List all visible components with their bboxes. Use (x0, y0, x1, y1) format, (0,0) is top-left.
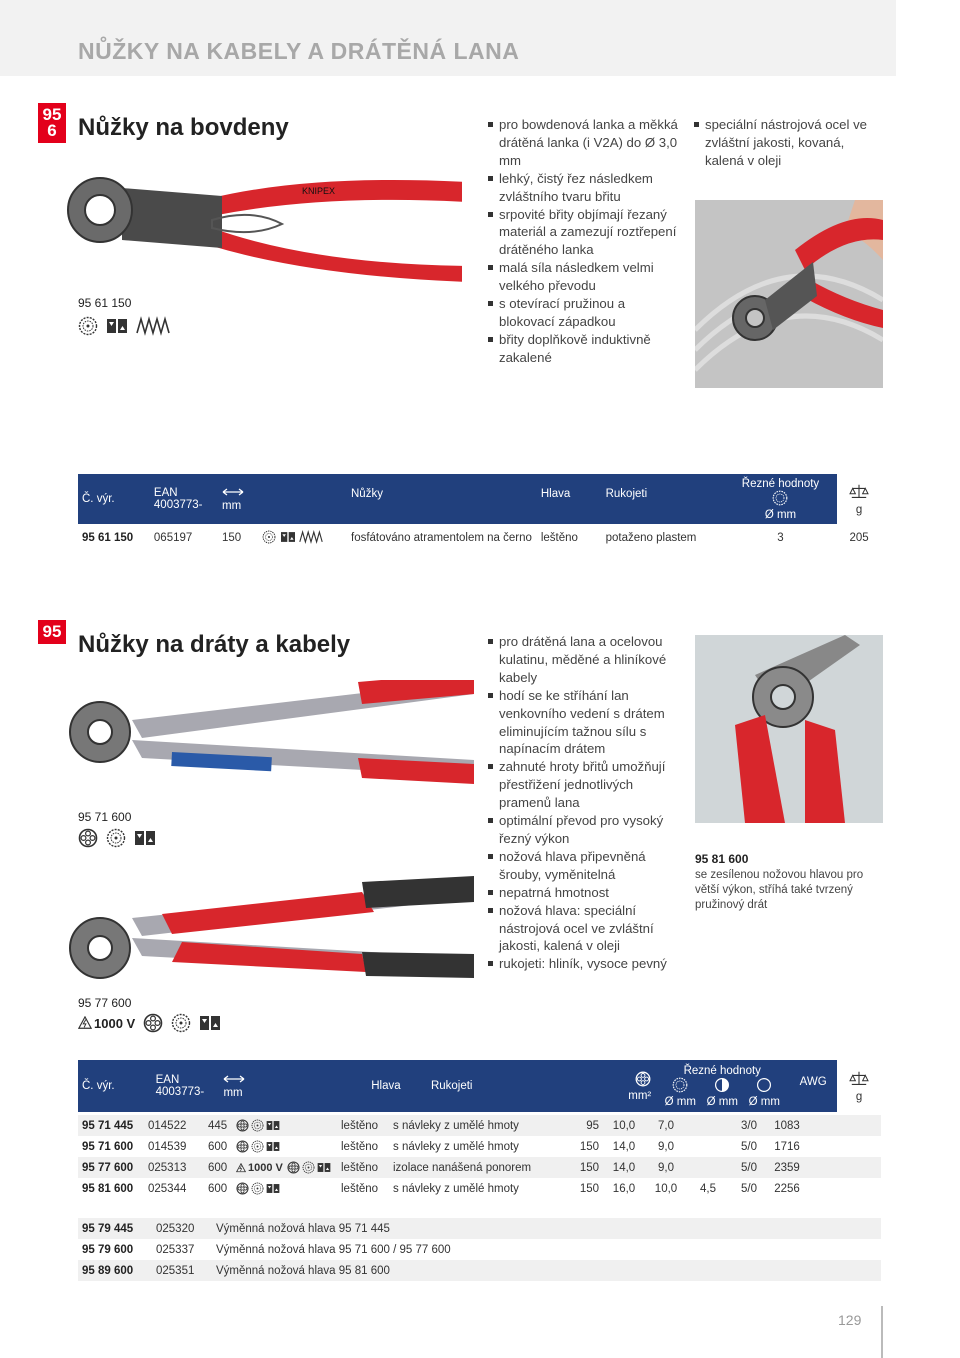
cell-d2: 9,0 (658, 1161, 674, 1174)
cell-ean: 014539 (148, 1140, 187, 1153)
cell-desc: Výměnná nožová hlava 95 71 445 (216, 1222, 390, 1235)
insulated-wire-cutter-image (62, 858, 474, 983)
col-hlava: Hlava (367, 1060, 427, 1112)
table-row (78, 1157, 881, 1178)
cell-art: 95 81 600 (82, 1182, 134, 1195)
cell-art: 95 77 600 (82, 1161, 134, 1174)
col-weight (837, 1060, 881, 1112)
table-header-row (78, 474, 881, 524)
col-cutting (655, 1060, 789, 1112)
weight-unit: g (855, 503, 863, 516)
cell-d1: 14,0 (612, 1140, 636, 1153)
cell-ean: 025313 (148, 1161, 187, 1174)
section-badge (38, 103, 66, 143)
cell-icons (232, 1182, 337, 1195)
cutting-edge-icon (106, 316, 128, 336)
ean-label: EAN (153, 487, 178, 499)
copper-cable-icon (236, 1140, 249, 1153)
table-row (78, 1218, 881, 1239)
product-code: 95 61 150 (78, 296, 132, 310)
cell-icons (232, 1119, 337, 1132)
feature-item: srpovité břity objímají řezaný materiál a zamezují roztřepení drátěného lanka (488, 206, 678, 260)
feature-item: optimální převod pro vysoký řezný výkon (488, 812, 678, 848)
cell-awg: 3/0 (741, 1119, 757, 1132)
product-icons (78, 828, 156, 848)
cutting-edge-icon (266, 1140, 280, 1153)
cell-weight: 205 (837, 524, 881, 552)
cell-g: 1716 (774, 1140, 800, 1153)
cell-art: 95 79 445 (82, 1222, 134, 1235)
cell-d2: 9,0 (658, 1140, 674, 1153)
cell-d2: 7,0 (658, 1119, 674, 1132)
cell-icons (232, 1140, 337, 1153)
cell-d1: 10,0 (612, 1119, 636, 1132)
section-subnumber: 6 (47, 121, 57, 140)
weight-icon (848, 483, 870, 501)
cutting-values-label: Řezné hodnoty (741, 477, 820, 490)
col-icons (255, 1060, 367, 1112)
wire-rope-icon (106, 828, 126, 848)
photo-caption: speciální nástrojová ocel ve zvláštní jakosti, kovaná, kalená v oleji (694, 116, 884, 170)
length-unit: mm (222, 499, 242, 512)
feature-item: břity doplňkově induktivně zakalené (488, 331, 678, 367)
cell-ean: 025344 (148, 1182, 187, 1195)
page-number: 129 (838, 1312, 862, 1328)
cell-rukojeti: s návleky z umělé hmoty (393, 1182, 519, 1195)
subcol-medium (701, 1077, 743, 1108)
spare-parts-table (78, 1218, 881, 1281)
cutting-edge-icon (280, 530, 296, 544)
cell-art: 95 79 600 (82, 1243, 134, 1256)
cutting-edge-icon (199, 1013, 221, 1033)
bowden-cutter-image (62, 168, 462, 288)
copper-cable-icon (287, 1161, 300, 1174)
feature-item: pro drátěná lana a ocelovou kulatinu, měděné a hliníkové kabely (488, 633, 678, 687)
subcol-hard (743, 1077, 785, 1108)
copper-cable-icon (143, 1013, 163, 1033)
spring-icon (299, 530, 323, 544)
cell-icons (232, 1161, 337, 1174)
section-number: 95 (42, 105, 62, 124)
cell-hlava: leštěno (537, 524, 602, 552)
cutter-in-hand-photo (695, 200, 883, 388)
voltage-icon (78, 1015, 92, 1031)
length-arrow-icon (222, 487, 244, 497)
col-cutting (724, 474, 837, 524)
cell-art: 95 71 600 (82, 1140, 134, 1153)
feature-item: pro bowdenová lanka a měkká drátěná lanka (i V2A) do Ø 3,0 mm (488, 116, 678, 170)
cell-mm2: 150 (579, 1161, 599, 1174)
photo-code: 95 81 600 (695, 852, 749, 866)
cell-d2: 10,0 (654, 1182, 678, 1195)
cell-hlava: leštěno (341, 1119, 379, 1132)
diameter-unit: Ø mm (764, 508, 797, 521)
col-length (219, 1060, 255, 1112)
cell-d1: 16,0 (612, 1182, 636, 1195)
table-row (78, 1115, 881, 1136)
wire-rope-icon (262, 530, 276, 544)
weight-unit: g (855, 1090, 863, 1103)
product-photo (695, 635, 883, 823)
feature-item: rukojeti: hliník, vysoce pevný (488, 955, 678, 973)
wire-rope-icon (251, 1140, 264, 1153)
product-photo (695, 200, 883, 388)
cell-awg: 5/0 (741, 1182, 757, 1195)
photo-caption-list (694, 116, 884, 170)
section-badge (38, 620, 66, 644)
voltage-icon (236, 1162, 246, 1174)
cell-rukojeti: izolace nanášená ponorem (393, 1161, 532, 1174)
cell-ean: 025337 (156, 1243, 195, 1256)
table-row (78, 1136, 881, 1157)
table-row (78, 524, 881, 552)
cell-desc: Výměnná nožová hlava 95 81 600 (216, 1264, 390, 1277)
wire-rope-icon (772, 490, 788, 506)
cell-mm: 600 (208, 1182, 228, 1195)
col-awg: AWG (789, 1060, 837, 1112)
circle-icon (756, 1077, 772, 1093)
voltage-badge (78, 1015, 135, 1031)
col-icons (258, 474, 347, 524)
page-header-title: NŮŽKY NA KABELY A DRÁTĚNÁ LANA (78, 38, 520, 64)
col-cross-section (613, 1060, 655, 1112)
page-divider (881, 1306, 883, 1358)
col-hlava: Hlava (537, 474, 602, 524)
cross-section-unit: mm² (628, 1089, 652, 1102)
product-table (78, 474, 881, 552)
cell-mm2: 150 (579, 1182, 599, 1195)
wire-rope-icon (78, 316, 98, 336)
cutter-closeup-photo (695, 635, 883, 823)
cell-mm: 600 (208, 1140, 228, 1153)
subcol-wire (659, 1077, 701, 1108)
half-circle-icon (714, 1077, 730, 1093)
feature-list (488, 633, 678, 973)
cell-hlava: leštěno (341, 1140, 379, 1153)
cutting-edge-icon (266, 1182, 280, 1195)
feature-item: lehký, čistý řez následkem zvláštního tvaru břitu (488, 170, 678, 206)
col-weight (837, 474, 881, 524)
wire-rope-icon (171, 1013, 191, 1033)
photo-caption: se zesílenou nožovou hlavou pro větší výkon, stříhá také tvrzený pružinový drát (695, 869, 864, 911)
table-row (78, 1260, 881, 1281)
wire-rope-icon (251, 1182, 264, 1195)
cell-d3: 4,5 (700, 1182, 716, 1195)
cell-ean: 065197 (150, 524, 218, 552)
cell-art: 95 89 600 (82, 1264, 134, 1277)
col-article: Č. výr. (78, 1060, 152, 1112)
product-code: 95 71 600 (78, 810, 132, 824)
cell-d1: 14,0 (612, 1161, 636, 1174)
cell-g: 2256 (774, 1182, 800, 1195)
svg-text:KNIPEX: KNIPEX (302, 186, 336, 196)
section-number: 95 (42, 622, 62, 641)
feature-item: s otevírací pružinou a blokovací západkou (488, 295, 678, 331)
cutting-edge-icon (317, 1161, 331, 1174)
section-title: Nůžky na bovdeny (78, 114, 289, 141)
product-table (78, 1060, 881, 1112)
length-unit: mm (223, 1086, 243, 1099)
cell-hlava: leštěno (341, 1161, 379, 1174)
ean-prefix: 4003773- (155, 1086, 205, 1098)
col-length (218, 474, 258, 524)
cell-awg: 5/0 (741, 1140, 757, 1153)
diameter-unit: Ø mm (706, 1095, 738, 1108)
weight-icon (848, 1070, 870, 1088)
col-ean (150, 474, 218, 524)
cell-awg: 5/0 (741, 1161, 757, 1174)
cutting-edge-icon (134, 828, 156, 848)
table-row (78, 1178, 881, 1199)
ean-label: EAN (155, 1074, 180, 1086)
col-article: Č. výr. (78, 474, 150, 524)
voltage-label: 1000 V (94, 1015, 136, 1031)
feature-item: zahnuté hroty břitů umožňují přestřižení jednotlivých pramenů lana (488, 758, 678, 812)
cell-g: 2359 (774, 1161, 800, 1174)
feature-item: nepatrná hmotnost (488, 884, 678, 902)
cell-length: 150 (218, 524, 258, 552)
col-rukojeti: Rukojeti (602, 474, 724, 524)
wire-rope-icon (251, 1119, 264, 1132)
cell-desc: Výměnná nožová hlava 95 71 600 / 95 77 600 (216, 1243, 451, 1256)
cell-mm: 600 (208, 1161, 228, 1174)
cell-article: 95 61 150 (78, 524, 150, 552)
cell-nuzky: fosfátováno atramentolem na černo (347, 524, 537, 552)
col-ean (152, 1060, 220, 1112)
feature-item: malá síla následkem velmi velkého převodu (488, 259, 678, 295)
feature-item: nožová hlava připevněná šrouby, vyměnitelná (488, 848, 678, 884)
product-icons (78, 316, 170, 336)
voltage-label: 1000 V (248, 1161, 283, 1174)
cell-rukojeti: s návleky z umělé hmoty (393, 1140, 519, 1153)
cell-rukojeti: s návleky z umělé hmoty (393, 1119, 519, 1132)
diameter-unit: Ø mm (664, 1095, 696, 1108)
product-icons (78, 1013, 221, 1033)
cell-art: 95 71 445 (82, 1119, 134, 1132)
cell-mm: 445 (208, 1119, 228, 1132)
wire-cutter-image (62, 680, 474, 790)
copper-cable-icon (236, 1119, 249, 1132)
cell-ean: 025320 (156, 1222, 195, 1235)
cell-hlava: leštěno (341, 1182, 379, 1195)
col-nuzky: Nůžky (347, 474, 537, 524)
cell-ean: 014522 (148, 1119, 187, 1132)
wire-rope-icon (672, 1077, 688, 1093)
cell-g: 1083 (774, 1119, 800, 1132)
cutting-values-label: Řezné hodnoty (683, 1064, 761, 1077)
cell-rukojeti: potaženo plastem (602, 524, 724, 552)
table-row (78, 1239, 881, 1260)
cutting-subcols (659, 1077, 785, 1108)
cutting-edge-icon (266, 1119, 280, 1132)
cell-mm2: 95 (586, 1119, 599, 1132)
product-code: 95 77 600 (78, 996, 132, 1010)
section-title: Nůžky na dráty a kabely (78, 631, 351, 658)
length-arrow-icon (223, 1074, 245, 1084)
cell-icons (258, 524, 347, 552)
copper-cable-icon (635, 1071, 651, 1087)
feature-list (488, 116, 678, 367)
copper-cable-icon (78, 828, 98, 848)
ean-prefix: 4003773- (153, 499, 203, 511)
cell-diameter: 3 (724, 524, 837, 552)
diameter-unit: Ø mm (748, 1095, 780, 1108)
table-header-row (78, 1060, 881, 1112)
copper-cable-icon (236, 1182, 249, 1195)
feature-item: nožová hlava: speciální nástrojová ocel ve zvláštní jakosti, kalená v oleji (488, 902, 678, 956)
wire-rope-icon (302, 1161, 315, 1174)
cell-mm2: 150 (579, 1140, 599, 1153)
cell-ean: 025351 (156, 1264, 195, 1277)
product-table-body (78, 1115, 881, 1199)
feature-item: hodí se ke stříhání lan venkovního vedení s drátem eliminujícím tažnou sílu s napínacím drátem (488, 687, 678, 759)
col-rukojeti: Rukojeti (427, 1060, 613, 1112)
spring-icon (136, 316, 170, 336)
